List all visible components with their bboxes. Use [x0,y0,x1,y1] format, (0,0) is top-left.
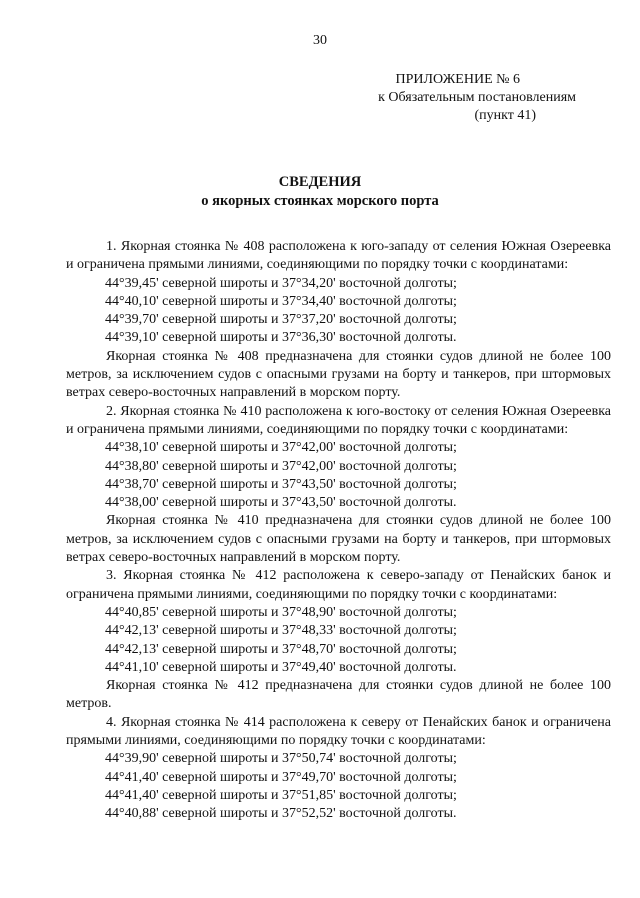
coordinate-line: 44°40,85' северной широты и 37°48,90' восточной долготы; [105,604,457,620]
coordinate-line: 44°38,70' северной широты и 37°43,50' восточной долготы; [105,476,457,492]
coordinate-line: 44°40,88' северной широты и 37°52,52' восточной долготы. [105,806,457,822]
coordinate-line: 44°39,90' северной широты и 37°50,74' восточной долготы; [105,751,457,767]
section-purpose: Якорная стоянка № 410 предназначена для стоянки судов длиной не более 100 метров, за исключением судов с опасными грузами на борту и танкеров, при штормовых ветрах северо-восточных направлений в морском порту. [66,513,611,566]
section-intro: 4. Якорная стоянка № 414 расположена к северу от Пенайских банок и ограничена прямыми линиями, соединяющими по порядку точки с координатами: [66,714,611,749]
coordinate-line: 44°39,10' северной широты и 37°36,30' восточной долготы. [105,330,457,346]
title-main: СВЕДЕНИЯ [278,174,362,190]
coordinate-line: 44°41,40' северной широты и 37°49,70' восточной долготы; [105,769,457,785]
coordinate-line: 44°38,80' северной широты и 37°42,00' восточной долготы; [105,458,457,474]
coordinate-line: 44°40,10' северной широты и 37°34,40' восточной долготы; [105,293,457,309]
coordinate-line: 44°39,45' северной широты и 37°34,20' восточной долготы; [105,275,457,291]
title-subtitle: о якорных стоянках морского порта [201,193,439,209]
document-title [0,173,640,211]
appendix-reference: к Обязательным постановлениям [378,90,576,105]
appendix-header [316,71,576,125]
coordinate-line: 44°39,70' северной широты и 37°37,20' восточной долготы; [105,312,457,328]
section-purpose: Якорная стоянка № 408 предназначена для стоянки судов длиной не более 100 метров, за исключением судов с опасными грузами на борту и танкеров, при штормовых ветрах северо-восточных направлений в морском порту. [66,348,611,401]
coordinate-line: 44°42,13' северной широты и 37°48,70' восточной долготы; [105,641,457,657]
coordinate-line: 44°38,00' северной широты и 37°43,50' восточной долготы. [105,495,457,511]
document-body [66,238,611,824]
coordinate-line: 44°41,10' северной широты и 37°49,40' восточной долготы. [105,659,457,675]
appendix-clause: (пункт 41) [474,108,536,123]
section-intro: 1. Якорная стоянка № 408 расположена к юго-западу от селения Южная Озереевка и ограничена прямыми линиями, соединяющими по порядку точки с координатами: [66,239,611,273]
section-purpose: Якорная стоянка № 412 предназначена для стоянки судов длиной не более 100 метров. [66,678,611,712]
coordinate-line: 44°38,10' северной широты и 37°42,00' восточной долготы; [105,440,457,456]
appendix-label: ПРИЛОЖЕНИЕ № 6 [395,72,520,87]
section-intro: 3. Якорная стоянка № 412 расположена к северо-западу от Пенайских банок и ограничена прямыми линиями, соединяющими по порядку точки с координатами: [66,568,611,602]
coordinate-line: 44°42,13' северной широты и 37°48,33' восточной долготы; [105,623,457,639]
coordinate-line: 44°41,40' северной широты и 37°51,85' восточной долготы; [105,787,457,803]
section-intro: 2. Якорная стоянка № 410 расположена к юго-востоку от селения Южная Озереевка и ограничена прямыми линиями, соединяющими по порядку точки с координатами: [66,403,611,437]
page-number: 30 [313,33,327,48]
